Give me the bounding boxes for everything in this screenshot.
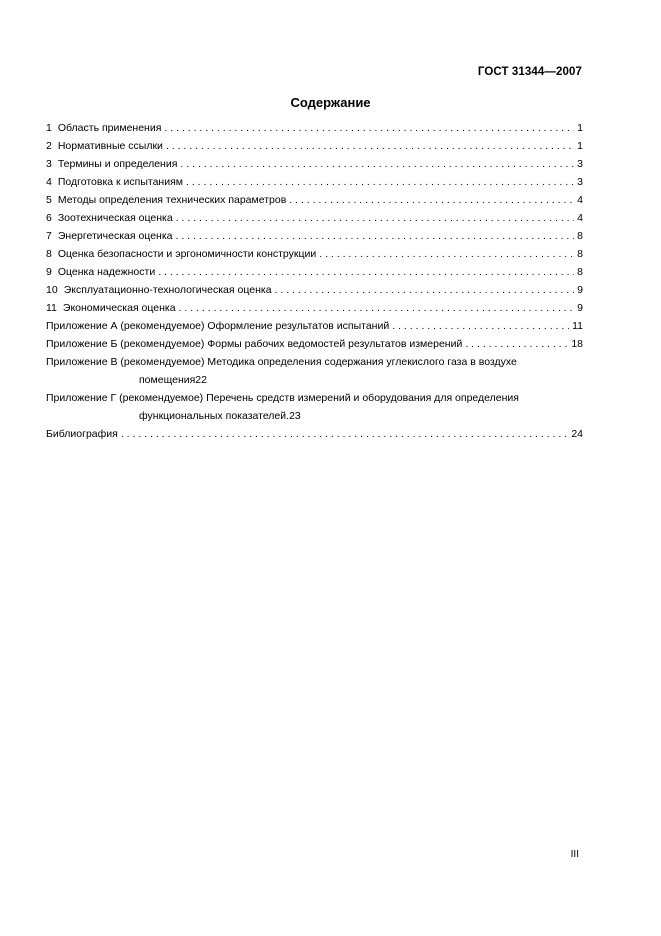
toc-entry[interactable] xyxy=(46,266,583,284)
toc-title: Оценка надежности xyxy=(57,266,156,278)
toc-title: Эксплуатационно-технологическая оценка xyxy=(63,284,272,296)
dot-leader xyxy=(176,230,575,242)
standard-number: ГОСТ 31344—2007 xyxy=(477,66,582,78)
toc-number: 9 xyxy=(46,266,52,278)
dot-leader xyxy=(275,284,575,296)
toc-page: 3 xyxy=(577,158,583,170)
toc-page: 9 xyxy=(577,302,583,314)
toc-number: 7 xyxy=(46,230,52,242)
toc-page: 18 xyxy=(571,338,583,350)
toc-title-continued: функциональных показателей. xyxy=(139,410,290,422)
toc-page: 9 xyxy=(577,284,583,296)
toc-title: Оценка безопасности и эргономичности конструкции xyxy=(57,248,317,260)
toc-appendix-a[interactable] xyxy=(46,320,583,338)
toc-page: 4 xyxy=(577,212,583,224)
dot-leader xyxy=(186,176,574,188)
toc-number: 2 xyxy=(46,140,52,152)
toc-page: 24 xyxy=(571,428,583,440)
toc-title: Термины и определения xyxy=(57,158,178,170)
toc-entry[interactable] xyxy=(46,176,583,194)
dot-leader xyxy=(179,302,575,314)
dot-leader xyxy=(289,194,574,206)
toc-number: 8 xyxy=(46,248,52,260)
toc-number: 1 xyxy=(46,122,52,134)
toc-title-continued: помещения xyxy=(139,374,196,386)
table-of-contents xyxy=(46,122,583,446)
dot-leader xyxy=(465,338,568,350)
toc-title: Приложение В (рекомендуемое) Методика определения содержания углекислого газа в воздухе xyxy=(46,356,517,368)
dot-leader xyxy=(319,248,574,260)
toc-title: Зоотехническая оценка xyxy=(57,212,173,224)
toc-entry[interactable] xyxy=(46,122,583,140)
toc-page: 8 xyxy=(577,230,583,242)
toc-number: 11 xyxy=(46,302,57,314)
dot-leader xyxy=(392,320,569,332)
toc-entry[interactable] xyxy=(46,158,583,176)
toc-page: 4 xyxy=(577,194,583,206)
toc-title: Подготовка к испытаниям xyxy=(57,176,183,188)
dot-leader xyxy=(176,212,574,224)
toc-number: 6 xyxy=(46,212,52,224)
toc-title: Приложение Б (рекомендуемое) Формы рабочих ведомостей результатов измерений xyxy=(46,338,463,350)
toc-page: 1 xyxy=(577,140,583,152)
toc-entry[interactable] xyxy=(46,302,583,320)
toc-number: 10 xyxy=(46,284,58,296)
toc-entry[interactable] xyxy=(46,230,583,248)
toc-entry[interactable] xyxy=(46,140,583,158)
dot-leader xyxy=(180,158,574,170)
toc-appendix-g[interactable] xyxy=(46,392,583,428)
toc-number: 5 xyxy=(46,194,52,206)
dot-leader xyxy=(158,266,574,278)
dot-leader xyxy=(121,428,568,440)
toc-title: Нормативные ссылки xyxy=(57,140,163,152)
page-number: III xyxy=(570,849,579,860)
toc-page: 8 xyxy=(577,248,583,260)
toc-number: 4 xyxy=(46,176,52,188)
toc-entry[interactable] xyxy=(46,248,583,266)
toc-entry[interactable] xyxy=(46,284,583,302)
toc-title: Приложение Г (рекомендуемое) Перечень средств измерений и оборудования для определения xyxy=(46,392,519,404)
toc-title: Экономическая оценка xyxy=(62,302,176,314)
toc-title: Методы определения технических параметров xyxy=(57,194,287,206)
toc-page: 8 xyxy=(577,266,583,278)
toc-entry[interactable] xyxy=(46,194,583,212)
toc-page: 22 xyxy=(195,374,207,386)
toc-appendix-b[interactable] xyxy=(46,338,583,356)
toc-title: Энергетическая оценка xyxy=(57,230,173,242)
toc-page: 1 xyxy=(577,122,583,134)
toc-appendix-v[interactable] xyxy=(46,356,583,392)
toc-page: 11 xyxy=(572,320,583,332)
toc-bibliography[interactable] xyxy=(46,428,583,446)
dot-leader xyxy=(166,140,574,152)
toc-page: 23 xyxy=(289,410,301,422)
dot-leader xyxy=(164,122,574,134)
toc-entry[interactable] xyxy=(46,212,583,230)
contents-title: Содержание xyxy=(290,95,371,110)
toc-title: Область применения xyxy=(57,122,162,134)
toc-page: 3 xyxy=(577,176,583,188)
toc-number: 3 xyxy=(46,158,52,170)
toc-title: Библиография xyxy=(46,428,118,440)
toc-title: Приложение А (рекомендуемое) Оформление результатов испытаний xyxy=(46,320,390,332)
